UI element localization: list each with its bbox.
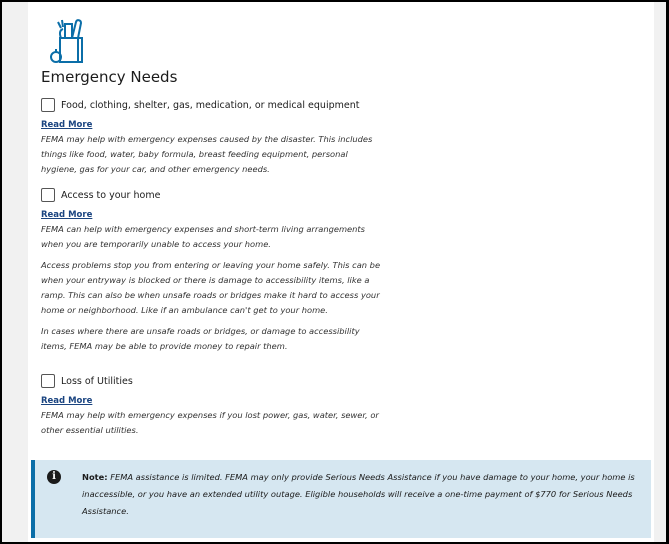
note-alert (31, 460, 651, 538)
emergency-needs-card (28, 2, 654, 542)
checkbox-food[interactable] (41, 98, 381, 112)
option-loss-utilities (41, 374, 381, 438)
description: FEMA may help with emergency expenses if you lost power, gas, water, sewer, or other essential utilities. (41, 410, 379, 435)
grocery-bag-icon (48, 16, 92, 64)
checkbox-label: Access to your home (61, 189, 161, 201)
option-food (41, 98, 381, 177)
page (2, 2, 666, 542)
section-title: Emergency Needs (41, 68, 178, 86)
checkbox-loss-utilities[interactable] (41, 374, 381, 388)
note-body: FEMA assistance is limited. FEMA may only provide Serious Needs Assistance if you have damage to your home, your home is inaccessible, or you have an extended utility outage. Eligible households will receive a one-time payment of $770 for Serious Needs Assistance. (82, 472, 635, 516)
option-access-home (41, 188, 381, 354)
read-more-link[interactable]: Read More (41, 396, 93, 406)
checkbox-box[interactable] (41, 98, 55, 112)
checkbox-label: Loss of Utilities (61, 375, 133, 387)
description: In cases where there are unsafe roads or bridges, or damage to accessibility items, FEMA may be able to provide money to repair them. (41, 326, 360, 351)
checkbox-label: Food, clothing, shelter, gas, medication, or medical equipment (61, 99, 360, 111)
checkbox-box[interactable] (41, 374, 55, 388)
description: FEMA may help with emergency expenses caused by the disaster. This includes things like food, water, baby formula, breast feeding equipment, personal hygiene, gas for your car, and other emergency needs. (41, 134, 373, 174)
info-icon: i (47, 470, 61, 484)
description: Access problems stop you from entering or leaving your home safely. This can be when your entryway is blocked or there is damage to accessibility items, like a ramp. This can also be when unsafe roads or bridges make it hard to access your home or neighborhood. Like if an ambulance can't get to your home. (41, 260, 381, 315)
note-text (82, 469, 642, 520)
read-more-link[interactable]: Read More (41, 120, 93, 130)
checkbox-box[interactable] (41, 188, 55, 202)
read-more-link[interactable]: Read More (41, 210, 93, 220)
note-label: Note: (82, 472, 108, 482)
description: FEMA can help with emergency expenses and short-term living arrangements when you are temporarily unable to access your home. (41, 224, 365, 249)
checkbox-access-home[interactable] (41, 188, 381, 202)
